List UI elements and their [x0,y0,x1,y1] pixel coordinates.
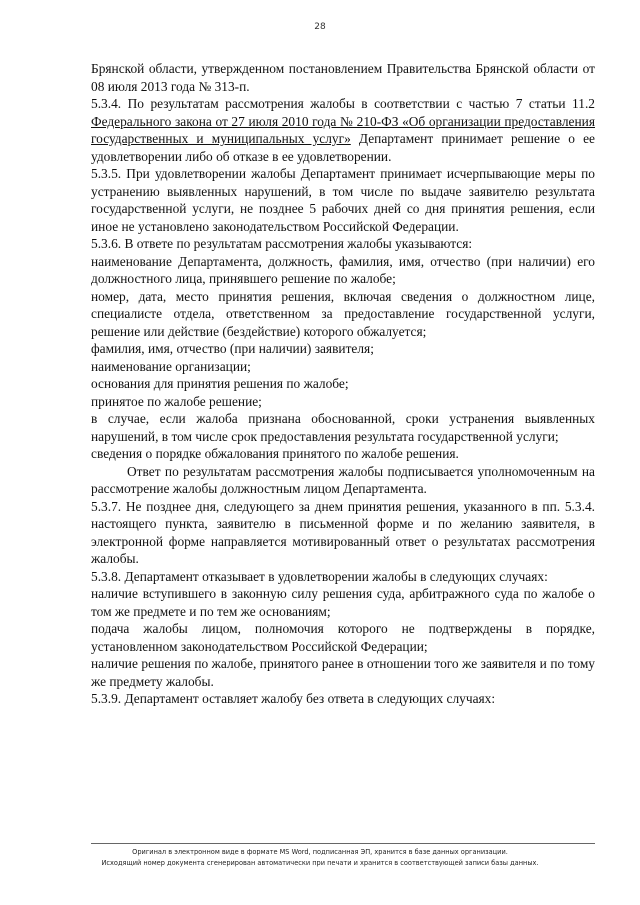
law-link[interactable]: Федерального закона от 27 июля 2010 года № 210-ФЗ «Об организации предоставления государственных и муниципальных услуг» [91,113,595,146]
paragraph: 5.3.9. Департамент оставляет жалобу без ответа в следующих случаях: [91,691,496,706]
paragraph: основания для принятия решения по жалобе; [91,376,349,391]
paragraph: в случае, если жалоба признана обоснованной, сроки устранения выявленных нарушений, в том числе срок предоставления результата государственной услуги; [91,411,595,444]
paragraph: наличие вступившего в законную силу решения суда, арбитражного суда по жалобе о том же предмете и по тем же основаниям; [91,586,595,619]
paragraph-text: Департамент принимает решение о ее удовлетворении либо об отказе в ее удовлетворении. [91,131,595,164]
paragraph: фамилия, имя, отчество (при наличии) заявителя; [91,341,374,356]
footer-note-number: Исходящий номер документа сгенерирован автоматически при печати и хранится в соответствующей записи базы данных. [101,859,539,867]
paragraph-with-law-link [91,95,595,165]
paragraph: 5.3.6. В ответе по результатам рассмотрения жалобы указываются: [91,236,473,251]
paragraph: наличие решения по жалобе, принятого ранее в отношении того же заявителя и по тому же предмету жалобы. [91,656,595,689]
paragraph: наименование организации; [91,358,251,374]
page-number: 28 [314,22,326,32]
paragraph: Ответ по результатам рассмотрения жалобы подписывается уполномоченным на рассмотрение жалобы должностным лицом Департамента. [91,463,595,496]
paragraph-text: 5.3.4. По результатам рассмотрения жалобы в соответствии с частью 7 статьи 11.2 [91,96,595,111]
paragraph: 5.3.7. Не позднее дня, следующего за днем принятия решения, указанного в пп. 5.3.4. настоящего пункта, заявителю в письменной форме и по желанию заявителя, в электронной форме направляется мотивированный ответ о результатах рассмотрения жалобы. [91,498,595,566]
paragraph: Брянской области, утвержденном постановлением Правительства Брянской области от 08 июля 2013 года № 313-п. [91,61,595,94]
footer-divider [91,843,595,844]
paragraph: 5.3.8. Департамент отказывает в удовлетворении жалобы в следующих случаях: [91,568,548,584]
paragraph: подача жалобы лицом, полномочия которого не подтверждены в порядке, установленном законодательством Российской Федерации; [91,621,595,654]
footer-note-original: Оригинал в электронном виде в формате MS Word, подписанная ЭП, хранится в базе данных организации. [132,848,508,856]
footer [0,847,640,869]
paragraph: наименование Департамента, должность, фамилия, имя, отчество (при наличии) его должностного лица, принявшего решение по жалобе; [91,253,595,286]
paragraph: номер, дата, место принятия решения, включая сведения о должностном лице, специалисте отдела, ответственном за предоставление государственной услуги, решение или действие (бездействие) которого обжалуется; [91,288,595,339]
document-body [91,60,595,708]
paragraph: принятое по жалобе решение; [91,393,262,409]
paragraph: 5.3.5. При удовлетворении жалобы Департамент принимает исчерпывающие меры по устранению выявленных нарушений, в том числе по выдаче заявителю результата государственной услуги, не позднее 5 рабочих дней со дня принятия решения, если иное не установлено законодательством Российской Федерации. [91,166,595,234]
paragraph: сведения о порядке обжалования принятого по жалобе решения. [91,446,459,461]
